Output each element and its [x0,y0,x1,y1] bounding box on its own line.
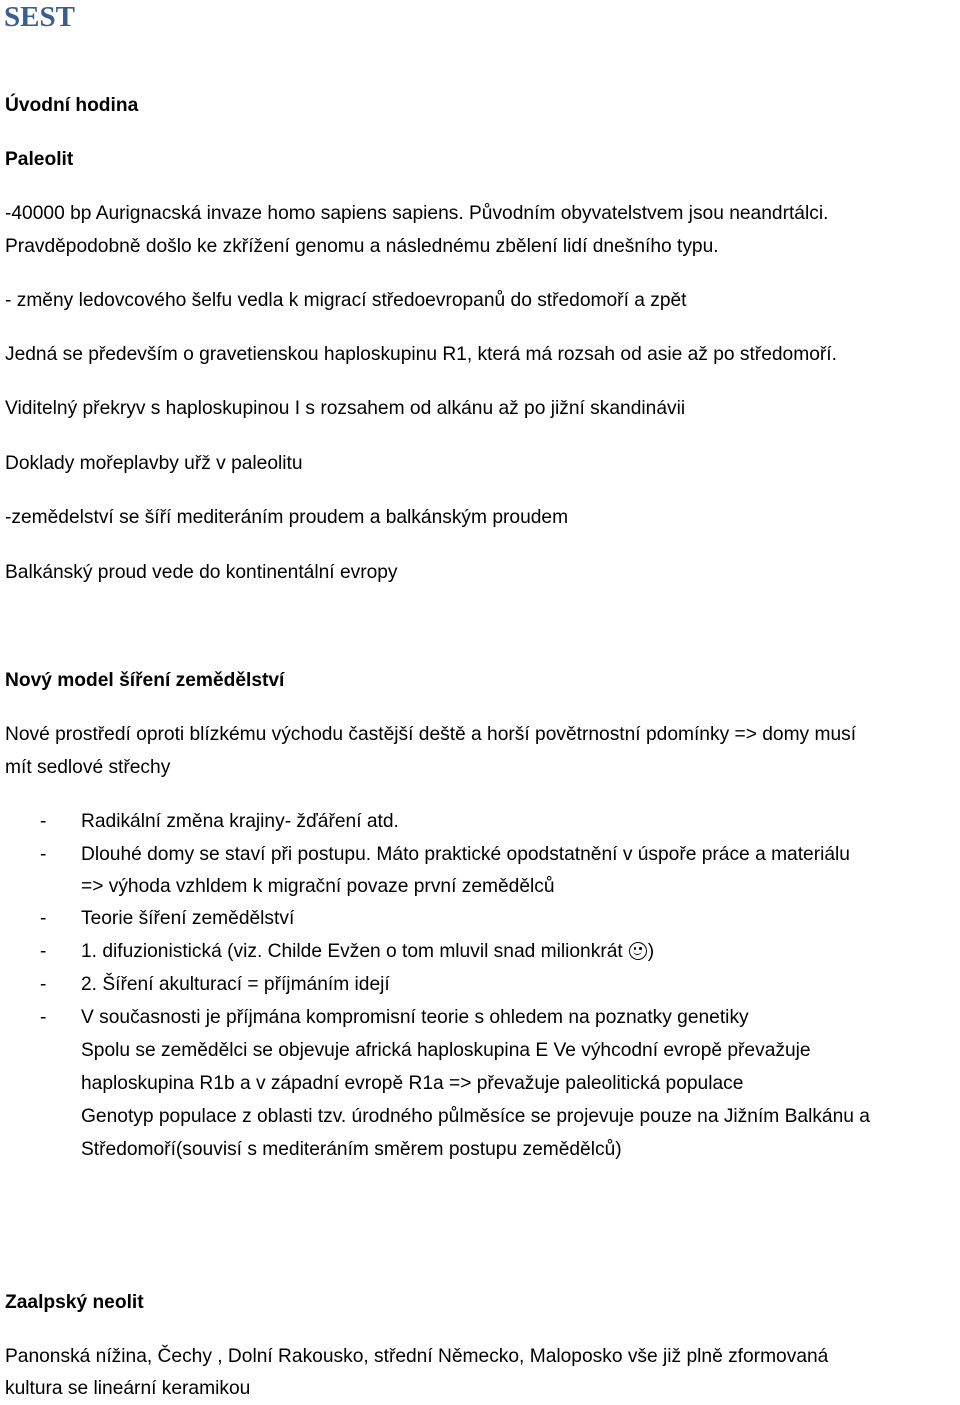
heading-zaalp: Zaalpský neolit [5,1292,144,1313]
heading-intro: Úvodní hodina [5,95,139,116]
paragraph-line: Pravděpodobně došlo ke zkřížení genomu a následnému zbělení lidí dnešního typu. [5,236,719,257]
list-item-text: 1. difuzionistická (viz. Childe Evžen o tom mluvil snad milionkrát [81,941,623,962]
paragraph-line: - změny ledovcového šelfu vedla k migrací středoevropanů do středomoří a zpět [5,290,687,311]
paragraph-line: kultura se lineární keramikou [5,1378,251,1399]
list-item: 2. Šíření akulturací = příjmáním idejí [81,974,390,995]
paragraph-line: Panonská nížina, Čechy , Dolní Rakousko, střední Německo, Maloposko vše již plně zformovaná [5,1346,829,1367]
paragraph-line: Jedná se především o gravetienskou haploskupinu R1, která má rozsah od asie až po středomoří. [5,344,837,365]
bullet-marker: - [40,941,47,962]
paragraph-line: mít sedlové střechy [5,757,171,778]
list-item-text-close: ) [647,941,655,962]
list-item-continuation: Genotyp populace z oblasti tzv. úrodného půlměsíce se projevuje pouze na Jižním Balkánu a [81,1106,870,1127]
list-item [81,935,654,968]
list-item: V současnosti je příjmána kompromisní teorie s ohledem na poznatky genetiky [81,1007,749,1028]
smiley-face-icon [629,942,647,960]
heading-paleolit: Paleolit [5,149,74,170]
list-item: Teorie šíření zemědělství [81,908,295,929]
paragraph-line: Viditelný překryv s haploskupinou I s rozsahem od alkánu až po jižní skandinávii [5,398,686,419]
list-item: Dlouhé domy se staví při postupu. Máto praktické opodstatnění v úspoře práce a materiálu [81,844,850,865]
heading-model: Nový model šíření zemědělství [5,670,285,691]
bullet-marker: - [40,1007,47,1028]
list-item-continuation: => výhoda vzhldem k migrační povaze první zemědělců [81,876,555,897]
list-item-continuation: Středomoří(souvisí s mediteráním směrem postupu zemědělců) [81,1139,622,1160]
paragraph-line: Balkánský proud vede do kontinentální evropy [5,562,398,583]
bullet-marker: - [40,811,47,832]
list-item-continuation: haploskupina R1b a v západní evropě R1a => převažuje paleolitická populace [81,1073,744,1094]
paragraph-line: Doklady mořeplavby uřž v paleolitu [5,453,303,474]
list-item-continuation: Spolu se zemědělci se objevuje africká haploskupina E Ve výhcodní evropě převažuje [81,1040,811,1061]
bullet-marker: - [40,974,47,995]
paragraph-line: -zemědelství se šíří mediteráním proudem a balkánským proudem [5,507,569,528]
bullet-marker: - [40,908,47,929]
list-item: Radikální změna krajiny- žďáření atd. [81,811,399,832]
bullet-marker: - [40,844,47,865]
document-title: SEST [4,1,75,33]
paragraph-line: Nové prostředí oproti blízkému východu častější deště a horší povětrnostní pdomínky => domy musí [5,724,857,745]
paragraph-line: -40000 bp Aurignacská invaze homo sapiens sapiens. Původním obyvatelstvem jsou neandrtálci. [5,203,829,224]
